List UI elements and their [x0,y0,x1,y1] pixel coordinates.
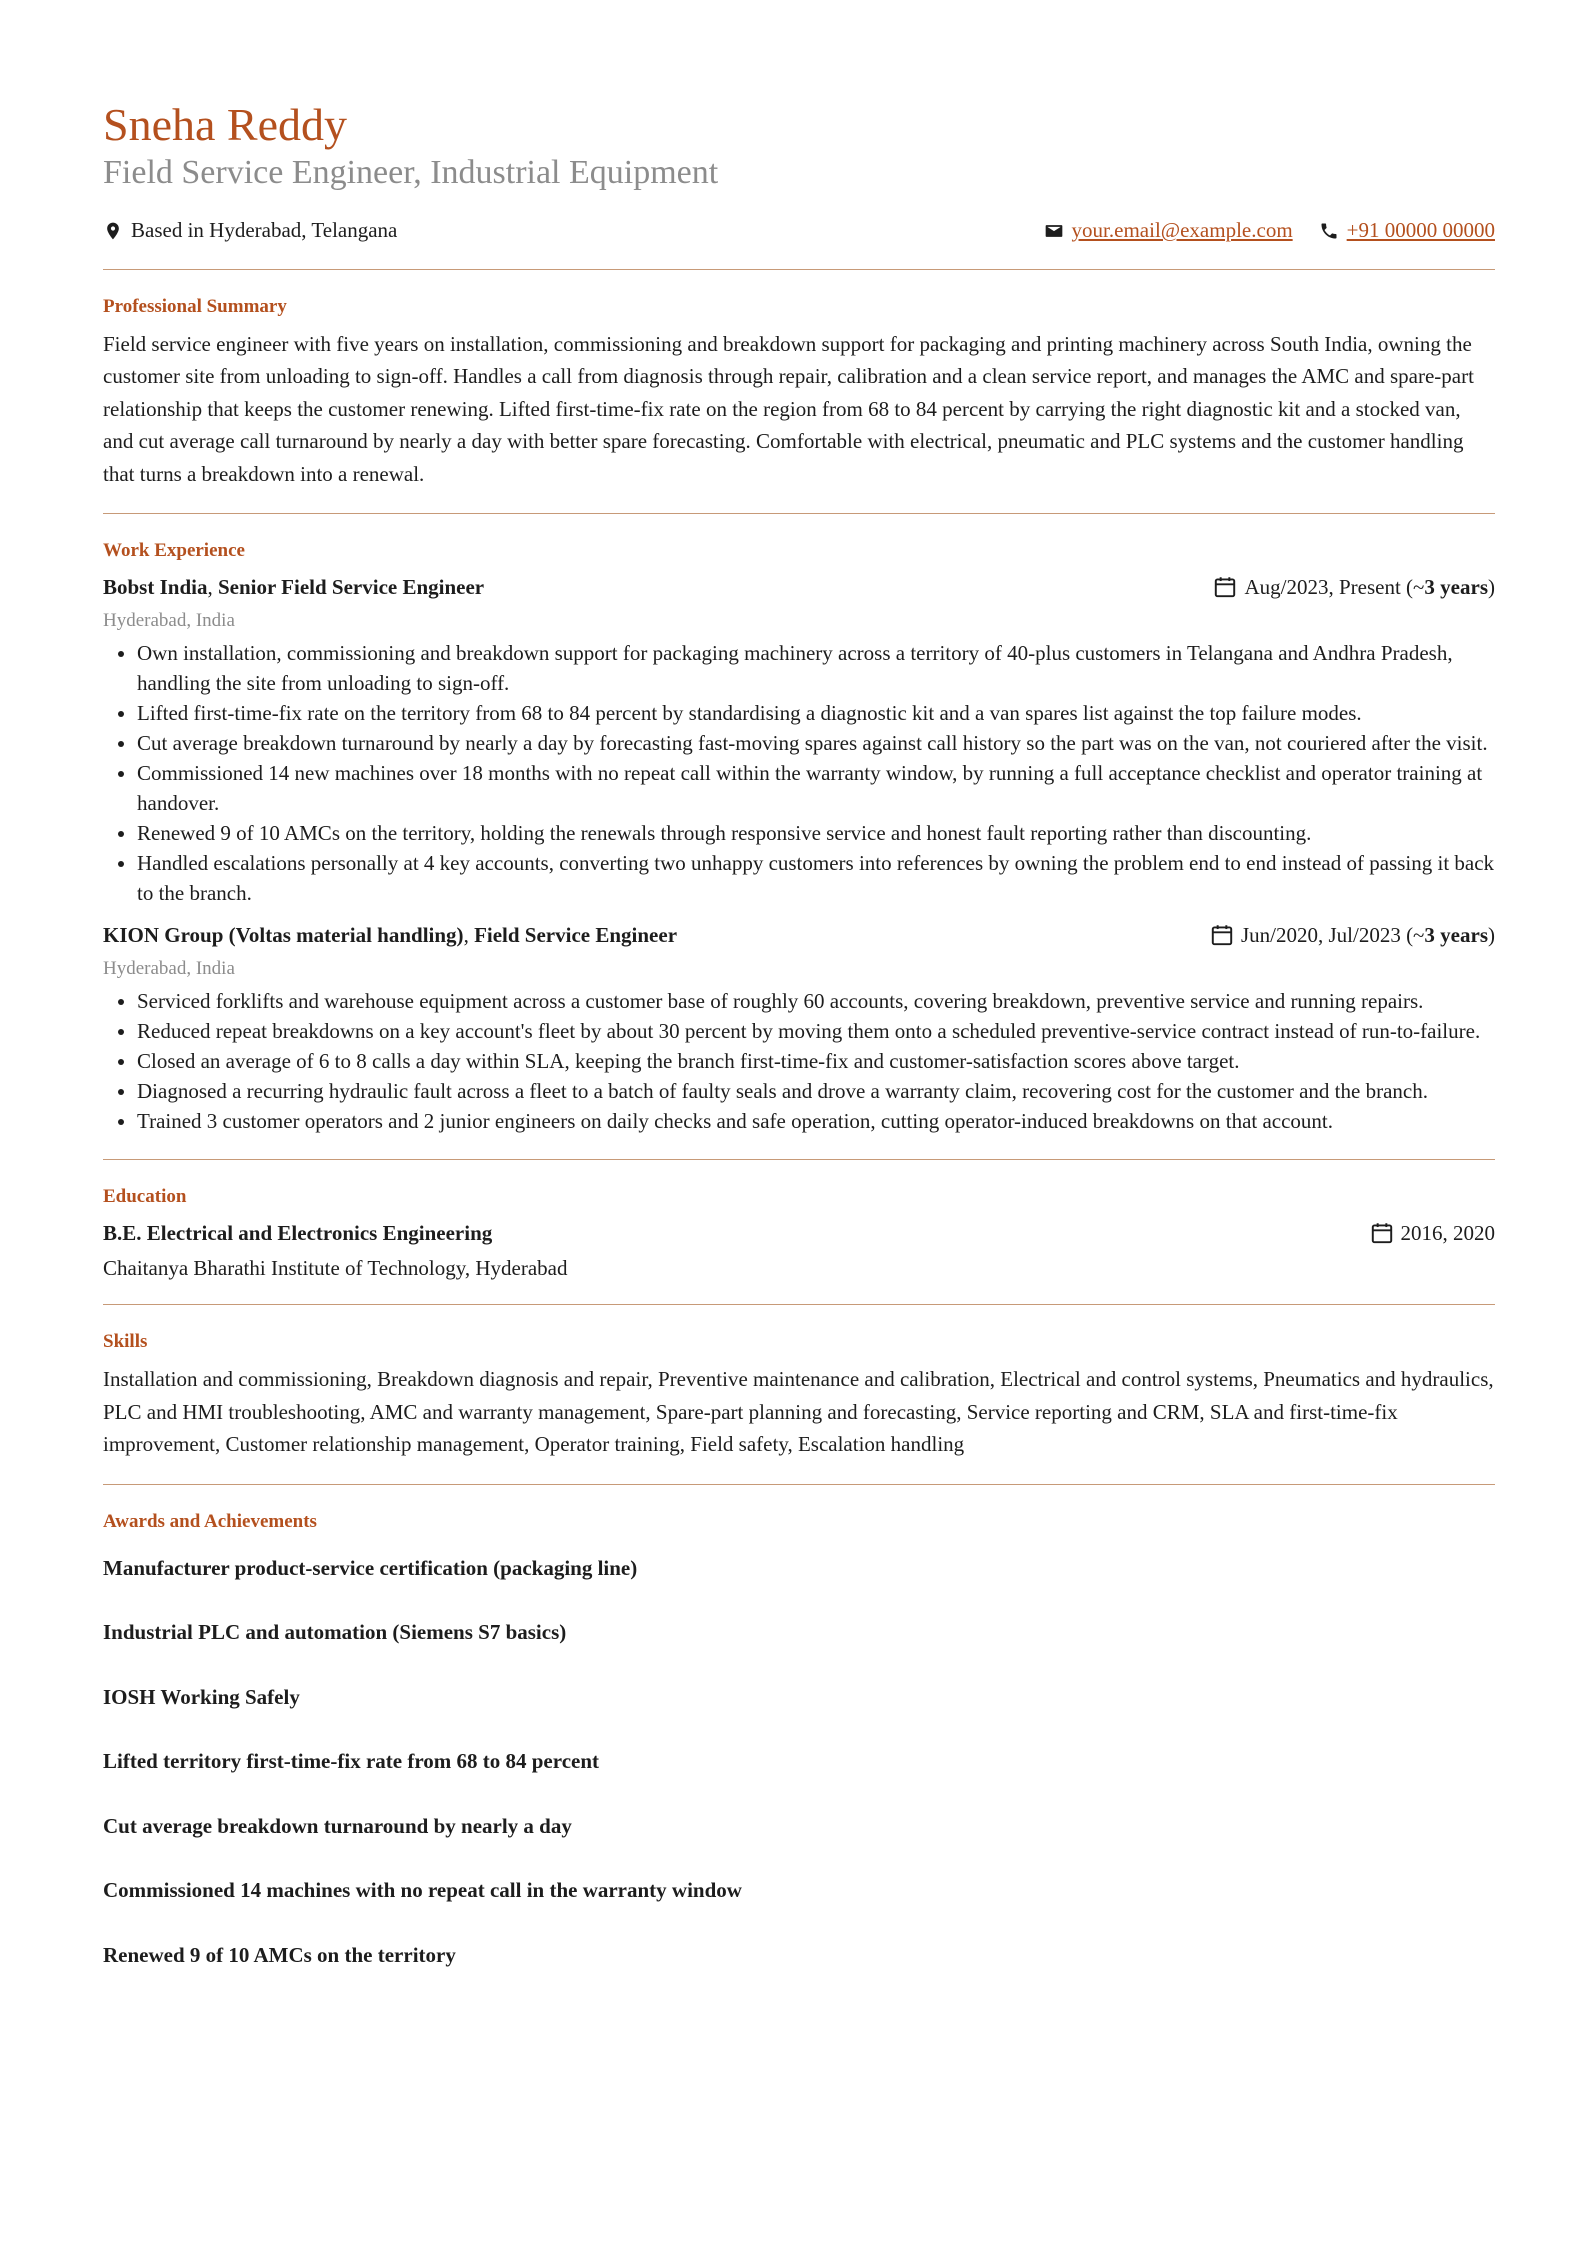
candidate-name: Sneha Reddy [103,99,348,150]
location-text: Based in Hyderabad, Telangana [131,218,398,243]
list-item: • Commissioned 14 new machines over 18 months with no repeat call within the warranty window, by running a full acceptance checklist and operator training at handover. [137,758,1495,818]
education-institution: Chaitanya Bharathi Institute of Technology, Hyderabad [103,1256,568,1281]
list-item: • Serviced forklifts and warehouse equipment across a customer base of roughly 60 accounts, covering breakdown, preventive service and running repairs. [137,986,1495,1016]
job-duration: 3 years [1424,574,1488,599]
resume-page [103,100,1495,2004]
section-title-skills: Skills [103,1331,148,1353]
list-item: • Renewed 9 of 10 AMCs on the territory, holding the renewals through responsive service and honest fault reporting rather than discounting. [137,818,1495,848]
section-title-education: Education [103,1186,187,1208]
divider [103,1304,1495,1305]
email-item [1044,218,1293,243]
calendar-icon [1369,1220,1395,1246]
contact-row [103,216,1495,246]
job-bullets [103,638,1495,908]
location-item [103,218,397,243]
calendar-icon [1209,922,1235,948]
job-title [103,575,484,600]
job-duration: 3 years [1424,922,1488,947]
job-company: Bobst India [103,574,208,599]
skills-section [103,1331,1495,1461]
job-date-range: Jun/2020, Jul/2023 (~ [1240,922,1425,947]
divider [103,1484,1495,1485]
list-item: • Cut average breakdown turnaround by nearly a day by forecasting fast-moving spares against call history so the part was on the van, not couriered after the visit. [137,728,1495,758]
candidate-role: Field Service Engineer, Industrial Equipment [103,153,719,191]
summary-section [103,296,1495,491]
education-degree: B.E. Electrical and Electronics Engineering [103,1220,493,1245]
job-entry [103,572,1495,908]
awards-section [103,1511,1495,2005]
job-location: Hyderabad, India [103,958,235,980]
skills-text: Installation and commissioning, Breakdown diagnosis and repair, Preventive maintenance and calibration, Electrical and control systems, Pneumatics and hydraulics, PLC and HMI troubleshooting, AMC and warranty management, Spare-part planning and forecasting, Service reporting and CRM, SLA and first-time-fix improvement, Customer relationship management, Operator training, Field safety, Escalation handling [103,1367,1494,1457]
job-header [103,920,1495,950]
award-item: Commissioned 14 machines with no repeat call in the warranty window [103,1878,742,1903]
envelope-icon [1044,221,1064,241]
summary-text: Field service engineer with five years on installation, commissioning and breakdown support for packaging and printing machinery across South India, owning the customer site from unloading to sign-off. Handles a call from diagnosis through repair, calibration and a clean service report, and manages the AMC and spare-part relationship that keeps the customer renewing. Lifted first-time-fix rate on the region from 68 to 84 percent by carrying the right diagnostic kit and a stocked van, and cut average call turnaround by nearly a day with better spare forecasting. Comfortable with electrical, pneumatic and PLC systems and the customer handling that turns a breakdown into a renewal. [103,331,1474,486]
list-item: • Lifted first-time-fix rate on the territory from 68 to 84 percent by standardising a diagnostic kit and a van spares list against the top failure modes. [137,698,1495,728]
award-item: Cut average breakdown turnaround by nearly a day [103,1813,572,1838]
list-item: • Trained 3 customer operators and 2 junior engineers on daily checks and safe operation, cutting operator-induced breakdowns on that account. [137,1106,1495,1136]
phone-icon [1319,221,1339,241]
job-date-close: ) [1488,574,1495,599]
job-date-range: Aug/2023, Present (~ [1244,574,1425,599]
job-location: Hyderabad, India [103,610,235,632]
education-date-range: 2016, 2020 [1400,1220,1495,1245]
divider [103,1159,1495,1160]
map-pin-icon [103,221,123,241]
job-dates [1212,574,1495,600]
award-item: Manufacturer product-service certification (packaging line) [103,1555,638,1580]
job-position: Senior Field Service Engineer [217,574,485,599]
divider [103,269,1495,270]
list-item: • Own installation, commissioning and breakdown support for packaging machinery across a territory of 40-plus customers in Telangana and Andhra Pradesh, handling the site from unloading to sign-off. [137,638,1495,698]
list-item: • Diagnosed a recurring hydraulic fault across a fleet to a batch of faulty seals and drove a warranty claim, recovering cost for the customer and the branch. [137,1076,1495,1106]
award-item: Renewed 9 of 10 AMCs on the territory [103,1942,456,1967]
contact-links [1044,218,1495,243]
phone-item [1319,218,1495,243]
job-position: Field Service Engineer [474,922,678,947]
education-section [103,1186,1495,1281]
job-header [103,572,1495,602]
award-item: Lifted territory first-time-fix rate from 68 to 84 percent [103,1749,600,1774]
list-item: • Closed an average of 6 to 8 calls a day within SLA, keeping the branch first-time-fix and customer-satisfaction scores above target. [137,1046,1495,1076]
section-title-awards: Awards and Achievements [103,1510,317,1532]
experience-section [103,540,1495,1136]
job-separator: , [207,574,218,599]
job-dates [1209,922,1495,948]
email-link[interactable]: your.email@example.com [1071,218,1293,243]
job-bullets [103,986,1495,1136]
list-item: • Reduced repeat breakdowns on a key account's fleet by about 30 percent by moving them onto a scheduled preventive-service contract instead of run-to-failure. [137,1016,1495,1046]
list-item: • Handled escalations personally at 4 key accounts, converting two unhappy customers into references by owning the problem end to end instead of passing it back to the branch. [137,848,1495,908]
award-item: IOSH Working Safely [103,1684,300,1709]
phone-link[interactable]: +91 00000 00000 [1346,218,1495,243]
job-entry [103,920,1495,1136]
education-header [103,1218,1495,1248]
job-separator: , [463,922,475,947]
job-title [103,923,677,948]
divider [103,513,1495,514]
job-date-close: ) [1488,922,1495,947]
education-dates [1369,1220,1496,1246]
award-item: Industrial PLC and automation (Siemens S7 basics) [103,1620,567,1645]
calendar-icon [1212,574,1238,600]
section-title-experience: Work Experience [103,540,245,562]
job-company: KION Group (Voltas material handling) [103,922,464,947]
section-title-summary: Professional Summary [103,295,287,317]
